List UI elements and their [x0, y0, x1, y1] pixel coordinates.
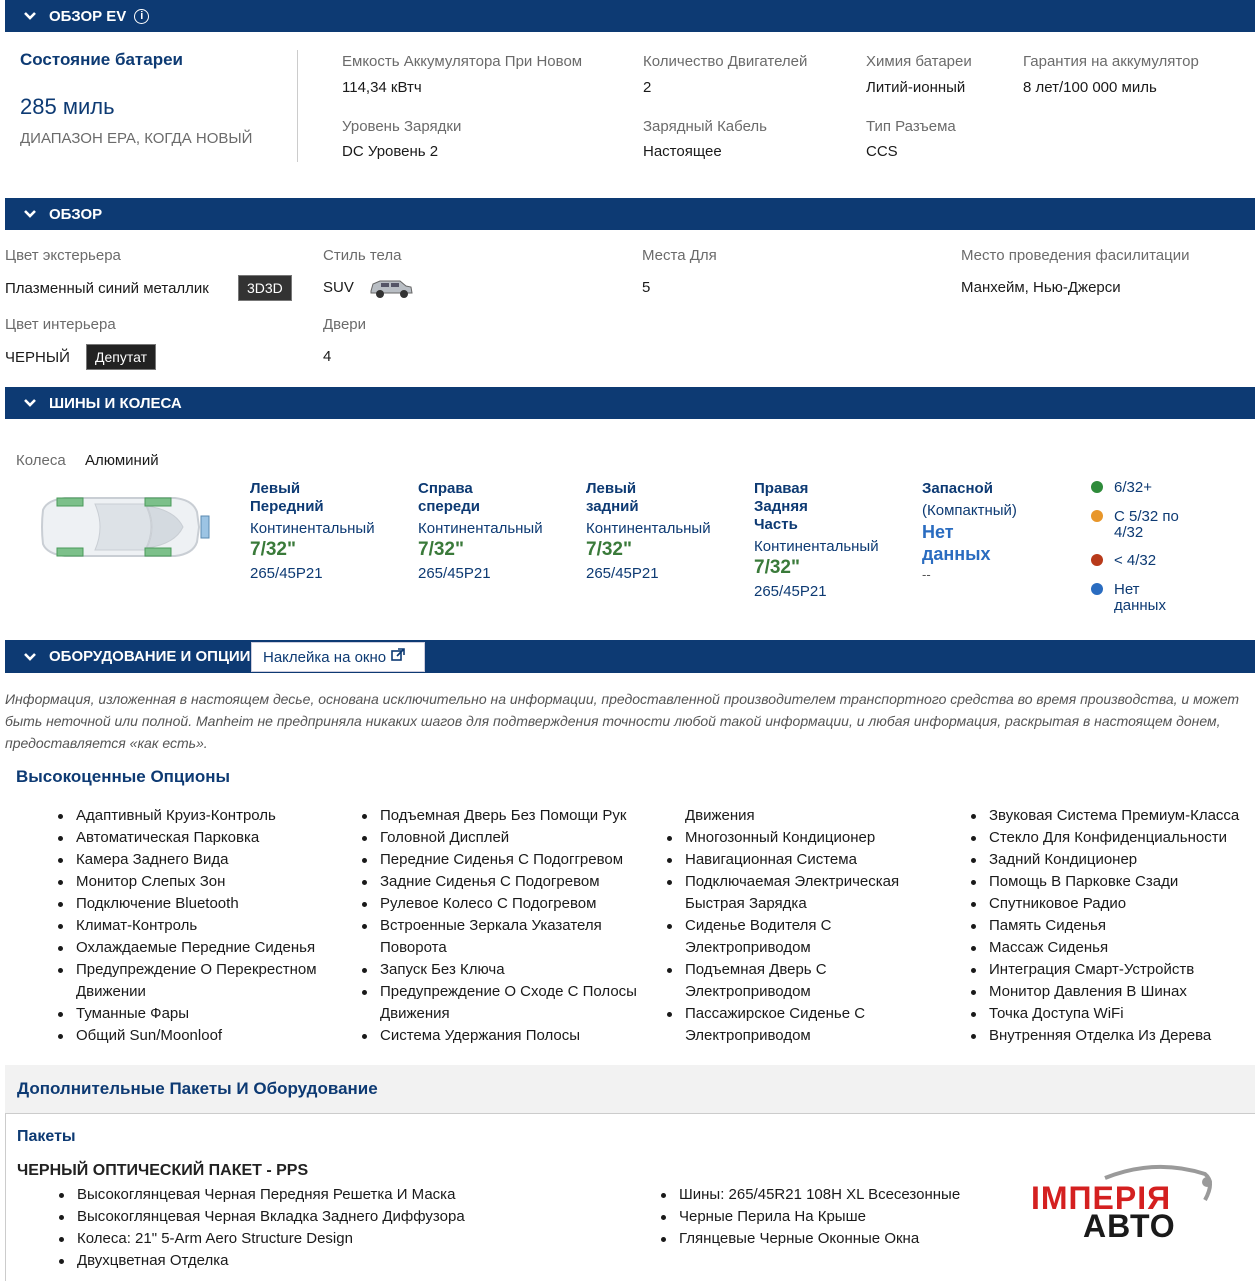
list-item: Массаж Сиденья [971, 937, 1239, 959]
tire-right-rear [754, 480, 904, 600]
list-item: Высокоглянцевая Черная Передняя Решетка И Маска [59, 1184, 465, 1206]
tire-right-front [418, 480, 568, 582]
list-item: Подключение Bluetooth [58, 893, 317, 915]
tire-size: 265/45P21 [418, 565, 491, 582]
motors-label: Количество Двигателей [643, 53, 808, 70]
overview-header[interactable] [5, 198, 1255, 230]
warranty-value: 8 лет/100 000 миль [1023, 79, 1157, 96]
car-top-view-icon [35, 490, 215, 569]
tire-size: 265/45P21 [586, 565, 659, 582]
tire-size: -- [922, 567, 931, 582]
list-item: Память Сиденья [971, 915, 1239, 937]
list-item: Подключаемая Электрическая [667, 871, 899, 893]
watermark-line1: ІМПЕРІЯ [1031, 1180, 1172, 1216]
list-item: Черные Перила На Крыше [661, 1206, 960, 1228]
list-item: Монитор Слепых Зон [58, 871, 317, 893]
legend-label: < 4/32 [1114, 552, 1157, 569]
tire-tread-depth: 7/32" [250, 539, 296, 560]
int-color-code-badge: Депутат [86, 344, 156, 370]
legend-label: 6/32+ [1114, 479, 1152, 496]
connector-value: CCS [866, 143, 898, 160]
tires-header[interactable] [5, 387, 1255, 419]
body-style-value: SUV [323, 279, 354, 296]
list-item: Система Удержания Полосы [362, 1025, 637, 1047]
packages-header [5, 1065, 1255, 1114]
ext-color-code-badge: 3D3D [238, 275, 292, 301]
list-item: Точка Доступа WiFi [971, 1003, 1239, 1025]
wheels-label: Колеса [16, 452, 66, 469]
list-item: Задний Кондиционер [971, 849, 1239, 871]
capacity-value: 114,34 кВтч [342, 79, 422, 96]
doors-label: Двери [323, 316, 367, 333]
cable-value: Настоящее [643, 143, 722, 160]
range-caption: ДИАПАЗОН EPA, КОГДА НОВЫЙ [20, 130, 253, 147]
list-item: Звуковая Система Премиум-Класса [971, 805, 1239, 827]
legend-good [1091, 480, 1152, 496]
watermark-logo [1025, 1160, 1225, 1245]
red-dot-icon [1091, 554, 1103, 566]
tire-brand: Континентальный [586, 520, 711, 537]
list-item: Камера Заднего Вида [58, 849, 317, 871]
tire-position: Запасной [922, 480, 993, 497]
list-item: Движении [76, 983, 146, 1000]
wheels-value: Алюминий [85, 452, 159, 469]
list-item: Климат-Контроль [58, 915, 317, 937]
list-item: Шины: 265/45R21 108H XL Всесезонные [661, 1184, 960, 1206]
cable-label: Зарядный Кабель [643, 118, 767, 135]
charge-level-value: DC Уровень 2 [342, 143, 439, 160]
green-dot-icon [1091, 481, 1103, 493]
ext-color-label: Цвет экстерьера [5, 247, 121, 264]
options-column-3 [667, 805, 899, 1047]
list-item: Запуск Без Ключа [362, 959, 637, 981]
list-item: Охлаждаемые Передние Сиденья [58, 937, 317, 959]
list-item: Колеса: 21" 5-Arm Aero Structure Design [59, 1228, 465, 1250]
disclaimer-text: Информация, изложенная в настоящем десье, основана исключительно на информации, предоставленной производителем транспортного средства во время производства, и может быть неточной или полной. Manheim не предприняла никаких шагов для подтверждения точности любой такой информации, и любая информация, раскрытая в настоящем донем, предоставляется «как есть». [5, 691, 1240, 751]
facility-label: Место проведения фасилитации [961, 247, 1190, 264]
list-item: Двухцветная Отделка [59, 1250, 465, 1272]
watermark-line2: АВТО [1083, 1208, 1176, 1244]
list-item: Автоматическая Парковка [58, 827, 317, 849]
tire-left-front [250, 480, 400, 582]
list-item: Пассажирское Сиденье С [667, 1003, 899, 1025]
blue-dot-icon [1091, 583, 1103, 595]
list-item: Высокоглянцевая Черная Вкладка Заднего Диффузора [59, 1206, 465, 1228]
capacity-label: Емкость Аккумулятора При Новом [342, 53, 583, 70]
tire-size: 265/45P21 [754, 583, 827, 600]
list-item: Интеграция Смарт-Устройств [971, 959, 1239, 981]
tire-brand: Континентальный [418, 520, 543, 537]
ext-color-value: Плазменный синий металлик [5, 280, 209, 297]
suv-icon [368, 276, 414, 305]
list-item: Спутниковое Радио [971, 893, 1239, 915]
tire-position: Левый Передний [250, 480, 324, 515]
legend-fair [1091, 509, 1191, 541]
options-column-2 [362, 805, 637, 1047]
connector-label: Тип Разъема [866, 118, 956, 135]
package-items-right [661, 1184, 960, 1250]
legend-no-data [1091, 582, 1181, 614]
chevron-down-icon[interactable] [23, 9, 37, 23]
tire-spare [922, 480, 1062, 582]
body-style-label: Стиль тела [323, 247, 402, 264]
chemistry-value: Литий-ионный [866, 79, 966, 96]
legend-label: Нет данных [1114, 581, 1166, 614]
warranty-label: Гарантия на аккумулятор [1023, 53, 1199, 70]
overview-title: ОБЗОР [49, 205, 103, 223]
int-color-value: ЧЕРНЫЙ [5, 349, 70, 366]
packages-subtitle: Пакеты [17, 1128, 76, 1145]
divider [297, 50, 298, 162]
list-item: Поворота [380, 939, 447, 956]
window-sticker-link[interactable] [251, 642, 425, 672]
list-item: Передние Сиденья С Подоггревом [362, 849, 637, 871]
legend-label: С 5/32 по 4/32 [1114, 508, 1179, 541]
tire-position: Справа спереди [418, 480, 480, 515]
info-icon[interactable]: i [134, 9, 149, 24]
seats-label: Места Для [642, 247, 717, 264]
tire-brand: Континентальный [754, 538, 879, 555]
seats-value: 5 [642, 279, 651, 296]
chevron-down-icon[interactable] [23, 650, 37, 664]
options-column-4 [971, 805, 1239, 1047]
equipment-header[interactable] [5, 640, 1255, 673]
orange-dot-icon [1091, 510, 1103, 522]
facility-value: Манхейм, Нью-Джерси [961, 279, 1121, 296]
packages-title: Дополнительные Пакеты И Оборудование [17, 1079, 378, 1098]
range-value: 285 миль [20, 94, 115, 119]
tire-size: 265/45P21 [250, 565, 323, 582]
list-item: Адаптивный Круиз-Контроль [58, 805, 317, 827]
list-item: Подъемная Дверь Без Помощи Рук [362, 805, 637, 827]
list-item: Электроприводом [685, 983, 811, 1000]
list-item: Предупреждение О Перекрестном [58, 959, 317, 981]
charge-level-label: Уровень Зарядки [342, 118, 462, 135]
list-item: Быстрая Зарядка [685, 895, 807, 912]
equipment-title: ОБОРУДОВАНИЕ И ОПЦИИ [49, 648, 251, 665]
tire-tread-depth: 7/32" [754, 557, 800, 578]
list-item: Общий Sun/Moonloof [58, 1025, 317, 1047]
list-item: Встроенные Зеркала Указателя [362, 915, 637, 937]
tire-position: Левый задний [586, 480, 639, 515]
list-item: Глянцевые Черные Оконные Окна [661, 1228, 960, 1250]
int-color-label: Цвет интерьера [5, 316, 116, 333]
high-value-options-title: Высокоценные Опционы [16, 767, 231, 786]
list-item: Движения [685, 807, 755, 824]
ev-overview-title: ОБЗОР EV [49, 7, 127, 25]
battery-status-title: Состояние батареи [20, 50, 183, 69]
list-item: Задние Сиденья С Подогревом [362, 871, 637, 893]
tire-tread-depth: 7/32" [418, 539, 464, 560]
tire-left-rear [586, 480, 736, 582]
package-items-left [59, 1184, 465, 1272]
chevron-down-icon[interactable] [23, 207, 37, 221]
motors-value: 2 [643, 79, 652, 96]
list-item: Туманные Фары [58, 1003, 317, 1025]
list-item: Многозонный Кондиционер [667, 827, 899, 849]
tire-type: (Компактный) [922, 502, 1017, 519]
chemistry-label: Химия батареи [866, 53, 972, 70]
list-item: Электроприводом [685, 939, 811, 956]
list-item: Рулевое Колесо С Подогревом [362, 893, 637, 915]
tire-status: Нет данных [922, 522, 991, 564]
tire-position: Правая Задняя Часть [754, 480, 809, 533]
tires-title: ШИНЫ И КОЛЕСА [49, 394, 182, 412]
list-item: Движения [380, 1005, 450, 1022]
list-item: Внутренняя Отделка Из Дерева [971, 1025, 1239, 1047]
list-item: Монитор Давления В Шинах [971, 981, 1239, 1003]
list-item: Подъемная Дверь С [667, 959, 899, 981]
list-item: Электроприводом [685, 1027, 811, 1044]
list-item: Головной Дисплей [362, 827, 637, 849]
list-item: Стекло Для Конфиденциальности [971, 827, 1239, 849]
list-item: Предупреждение О Сходе С Полосы [362, 981, 637, 1003]
package-name: ЧЕРНЫЙ ОПТИЧЕСКИЙ ПАКЕТ - PPS [17, 1162, 309, 1179]
tire-tread-depth: 7/32" [586, 539, 632, 560]
list-item: Сиденье Водителя С [667, 915, 899, 937]
external-link-icon [391, 648, 405, 666]
legend-poor [1091, 553, 1156, 569]
doors-value: 4 [323, 348, 332, 365]
chevron-down-icon[interactable] [23, 396, 37, 410]
list-item: Помощь В Парковке Сзади [971, 871, 1239, 893]
ev-overview-header[interactable] [5, 0, 1255, 32]
window-sticker-label: Наклейка на окно [263, 648, 387, 666]
options-column-1 [58, 805, 317, 1047]
tire-brand: Континентальный [250, 520, 375, 537]
list-item: Навигационная Система [667, 849, 899, 871]
